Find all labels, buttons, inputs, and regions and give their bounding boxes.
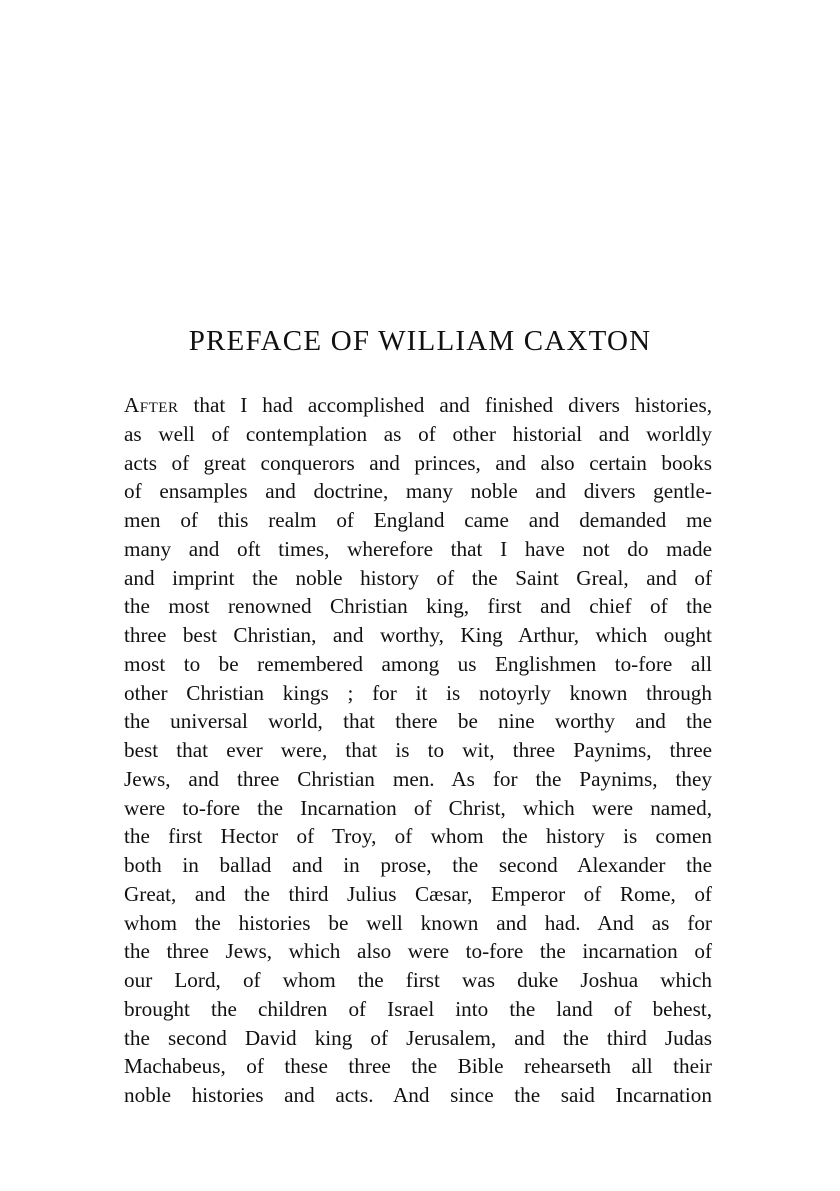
text-line: the second David king of Jerusalem, and the third Judas [124,1025,712,1050]
text-line: brought the children of Israel into the land of behest, [124,996,712,1021]
text-line: many and oft times, wherefore that I have not do made [124,536,712,561]
opening-word: After [124,393,179,417]
text-line: were to-fore the Incarnation of Christ, which were named, [124,795,712,820]
text-line: of ensamples and doctrine, many noble and divers gentle- [124,479,712,504]
text-line: men of this realm of England came and demanded me [124,508,712,532]
preface-text [124,391,712,1110]
text-line: Great, and the third Julius Cæsar, Emperor of Rome, of [124,881,712,906]
text-line: and imprint the noble history of the Saint Greal, and of [124,565,712,590]
text-line: other Christian kings ; for it is notoyrly known through [124,680,712,705]
text-line: as well of contemplation as of other historial and worldly [124,421,712,446]
text-line: After that I had accomplished and finished divers histories, [124,393,712,417]
text-line: best that ever were, that is to wit, three Paynims, three [124,738,712,762]
text-line: acts of great conquerors and princes, and also certain books [124,450,712,475]
page-title: PREFACE OF WILLIAM CAXTON [188,325,652,357]
text-line: Machabeus, of these three the Bible rehearseth all their [124,1054,712,1079]
text-line: the three Jews, which also were to-fore the incarnation of [124,939,712,964]
text-line: the most renowned Christian king, first and chief of the [124,594,712,619]
text-line: both in ballad and in prose, the second Alexander the [124,853,712,877]
text-line: most to be remembered among us Englishmen to-fore all [124,651,712,676]
text-line: Jews, and three Christian men. As for the Paynims, they [124,766,712,791]
text-line: whom the histories be well known and had. And as for [124,910,712,935]
text-line: the universal world, that there be nine worthy and the [124,709,712,734]
text-line: the first Hector of Troy, of whom the history is comen [124,824,712,849]
text-line: three best Christian, and worthy, King Arthur, which ought [124,623,712,647]
text-line: noble histories and acts. And since the said Incarnation [124,1083,712,1107]
text-line: our Lord, of whom the first was duke Joshua which [124,968,712,992]
